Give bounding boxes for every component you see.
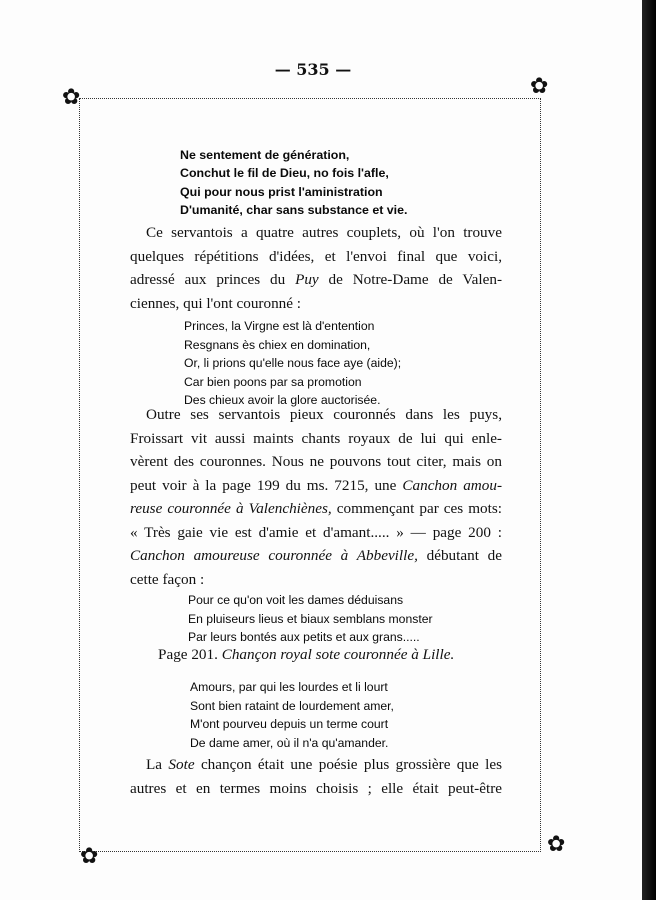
text-line: quelques répétitions d'idées, et l'envoi final que voici,: [130, 247, 502, 265]
text-line: reuse couronnée à Valenchiènes, commençant par ces mots:: [130, 500, 502, 517]
text-line: cette façon :: [130, 570, 205, 588]
verse-line: M'ont pourveu depuis un terme court: [190, 717, 389, 731]
paragraph-1: [130, 221, 502, 315]
floral-corner-icon: ✿: [530, 74, 549, 99]
floral-corner-icon: ✿: [547, 832, 566, 857]
verse-line: Qui pour nous prist l'aministration: [180, 184, 383, 199]
floral-corner-icon: ✿: [80, 844, 99, 869]
verse-line: Par leurs bontés aux petits et aux grans.....: [188, 630, 420, 644]
text-line: Canchon amoureuse couronnée à Abbeville, débutant de: [130, 547, 503, 564]
paragraph-2: [130, 403, 502, 591]
scan-edge-shadow: [642, 0, 656, 900]
verse-stanza-4: [190, 678, 394, 752]
text-line: peut voir à la page 199 du ms. 7215, une Canchon amou-: [130, 476, 503, 494]
verse-line: Pour ce qu'on voit les dames déduisans: [188, 593, 404, 607]
verse-line: Princes, la Virgne est là d'entention: [184, 319, 375, 333]
verse-stanza-2: [184, 317, 401, 410]
text-line: Froissart vit aussi maints chants royaux de lui qui enle-: [130, 429, 502, 447]
verse-line: De dame amer, où il n'a qu'amander.: [190, 735, 389, 750]
verse-line: Car bien poons par sa promotion: [184, 374, 362, 389]
verse-stanza-1: [180, 146, 407, 220]
verse-stanza-3: [188, 591, 433, 647]
text-line: ciennes, qui l'ont couronné :: [130, 294, 302, 312]
text-line: Ce servantois a quatre autres couplets, où l'on trouve: [146, 224, 502, 241]
verse-line: En pluiseurs lieus et biaux semblans monster: [188, 611, 433, 626]
verse-line: Des chieux avoir la glore auctorisée.: [184, 393, 381, 407]
text-line: vèrent des couronnes. Nous ne pouvons tout citer, mais on: [130, 453, 502, 470]
verse-line: Resgnans ès chiex en domination,: [184, 337, 371, 352]
paragraph-3: [130, 753, 502, 800]
floral-corner-icon: ✿: [62, 85, 81, 110]
page-number: — 535 —: [274, 60, 352, 79]
verse-line: Sont bien rataint de lourdement amer,: [190, 698, 394, 713]
verse-line: D'umanité, char sans substance et vie.: [180, 203, 408, 218]
verse-line: Ne sentement de génération,: [180, 148, 350, 162]
text-line: La Sote chançon était une poésie plus grossière que les: [146, 756, 502, 773]
text-line: autres et en termes moins choisis ; elle était peut-être: [130, 779, 502, 797]
verse-line: Conchut le fil de Dieu, no fois l'afle,: [180, 166, 389, 181]
text-line: « Très gaie vie est d'amie et d'amant..... » — page 200 :: [130, 523, 502, 541]
verse-line: Amours, par qui les lourdes et li lourt: [190, 680, 388, 694]
text-line: adressé aux princes du Puy de Notre-Dame de Valen-: [130, 271, 503, 288]
section-heading: Page 201. Chançon royal sote couronnée à Lille.: [158, 646, 455, 663]
text-line: Outre ses servantois pieux couronnés dans les puys,: [146, 406, 502, 423]
verse-line: Or, li prions qu'elle nous face aye (aide);: [184, 356, 402, 370]
